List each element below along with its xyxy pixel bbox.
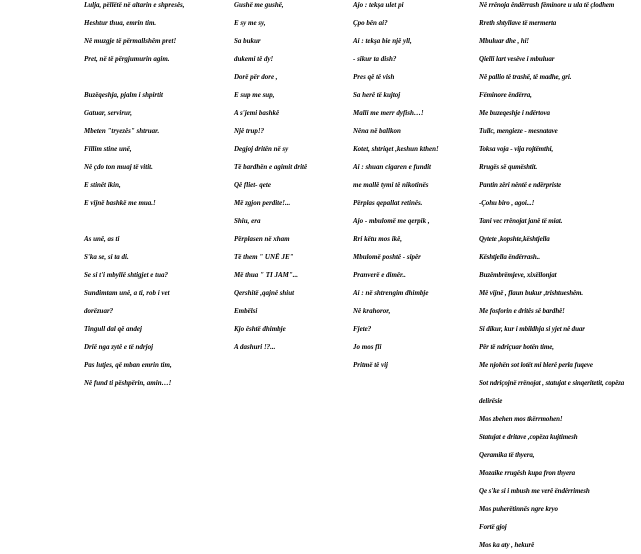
poem-line: delirësie — [479, 397, 503, 405]
poem-line: Qershitë ,qajnë shiut — [234, 289, 295, 297]
poem-line: Mos ka aty , hekurë — [479, 541, 535, 549]
poem-line: - sikur ta dish? — [353, 55, 397, 63]
poem-line: Ai : në shtrengim dhimbje — [353, 289, 429, 297]
poem-line: Fjete? — [353, 325, 372, 333]
poem-line: Rreth shtyllave të mermerta — [479, 19, 557, 27]
poem-line: Më zgjon perdite!... — [234, 199, 291, 207]
poem-line: Çpo bën ai? — [353, 19, 388, 27]
poem-line: Që fliet- qete — [234, 181, 271, 189]
poem-line: Pritmë të vij — [353, 361, 388, 369]
poem-line: Në pallio të trashë, të madhe, gri. — [479, 73, 572, 81]
poem-line: Një trup!? — [234, 127, 265, 135]
poem-line: E stinët ikin, — [84, 181, 121, 189]
poem-line: Më vijnë , flaun bukur ,trishtueshëm. — [479, 289, 584, 297]
poem-line: Statujat e dritave ,copëza kujtimesh — [479, 433, 578, 441]
poem-line: Me njohën sot lotët mi blerë perla fuqeve — [479, 361, 593, 369]
poem-line: Në krahoror, — [353, 307, 391, 315]
poem-line: Pranverë e dimër.. — [353, 271, 406, 279]
poem-line: Toksa voja - vija rojtëmthi, — [479, 145, 554, 153]
poem-line: Ai : tekşa bie një yll, — [353, 37, 412, 45]
poem-line: Gatuar, servirur, — [84, 109, 133, 117]
poem-line: Me fosforin e dritës së bardhë! — [479, 307, 565, 315]
poem-line: Të bardhën e agimit dritë — [234, 163, 308, 171]
poem-line: Qytete ,kopshte,kështjella — [479, 235, 550, 243]
poem-line: Ajo : tekşa ulet pi — [353, 1, 404, 9]
poem-line: A s'jemi bashkë — [234, 109, 280, 117]
poem-line: Sa herë të kujtoj — [353, 91, 401, 99]
poem-line: dorëzuar? — [84, 307, 114, 315]
poem-line: Mozaike rrugësh kupa fron thyera — [479, 469, 575, 477]
poem-line: Ai : shuan cigaren e fundit — [353, 163, 431, 171]
poem-column-1 — [84, 0, 224, 392]
poem-line: Me buzeqeshje i ndërtova — [479, 109, 550, 117]
poem-line: Qe s'ke si i mbush me verë ëndërrimesh — [479, 487, 590, 495]
poem-line: Pantin zëri nëntë e ndërpriste — [479, 181, 562, 189]
poem-line: Buzëqeshja, pjalm i shpirtit — [84, 91, 163, 99]
poem-line: Se si t'i mbyllë shtigjet e tua? — [84, 271, 168, 279]
poem-line: Sa bukur — [234, 37, 261, 45]
poem-line: Më thua " TI JAM"... — [234, 271, 298, 279]
poem-line: -Çohu biro , agoi...! — [479, 199, 535, 207]
poem-line: Kotet, shtriqet ,keshun kthen! — [353, 145, 439, 153]
poem-column-3 — [353, 0, 471, 374]
poem-line: Në rrënoja ëndërrash fëminore u ula të çlodhem — [479, 1, 615, 9]
poem-line: E sy me sy, — [234, 19, 266, 27]
poem-line: Përplasen në xham — [234, 235, 290, 243]
poem-line: Buzëmbrëmjeve, xixëllonjat — [479, 271, 557, 279]
poem-line: Rri këtu mos ikë, — [353, 235, 403, 243]
poem-line: Për të ndriçuar botën time, — [479, 343, 554, 351]
poem-line: Tingull dal që andej — [84, 325, 142, 333]
poem-line: Ajo - mbulomë me qerpik , — [353, 217, 430, 225]
poem-line: Sundimtam unë, a ti, rob i vet — [84, 289, 170, 297]
poem-line: dukemi të dy! — [234, 55, 274, 63]
poem-line: Qeramika të thyera, — [479, 451, 535, 459]
poem-line: Kështjella ëndërrash.. — [479, 253, 541, 261]
poem-line: Jo mos fli — [353, 343, 382, 351]
poem-line: Fortë gjoj — [479, 523, 507, 531]
poem-line: Shiu, era — [234, 217, 261, 225]
poem-line: Lulja, pëllëtë në altarin e shpresës, — [84, 1, 185, 9]
poem-line: Mbeten "tryezës" shtruar. — [84, 127, 160, 135]
poem-line: Mbulomë poshtë - sipër — [353, 253, 421, 261]
poem-line: Rrugës së qumështit. — [479, 163, 538, 171]
poem-line: me mallë tymi të nikotinës — [353, 181, 429, 189]
poem-line: Fillim stine unë, — [84, 145, 132, 153]
poem-line: Embëlsi — [234, 307, 258, 315]
poem-line: Pret, në të përgjumurin agim. — [84, 55, 170, 63]
poem-line: Degjoj dritën në sy — [234, 145, 289, 153]
poem-line: Tani vec rrënojat janë të miat. — [479, 217, 563, 225]
poem-line: Kjo është dhimbje — [234, 325, 286, 333]
poem-line: E sup me sup, — [234, 91, 275, 99]
poem-line: Mos puherëtinnës ngre kryo — [479, 505, 558, 513]
poem-line: Mbuluar dhe , hi! — [479, 37, 530, 45]
poem-column-4 — [479, 0, 639, 554]
poem-line: Pres që të vish — [353, 73, 395, 81]
poem-line: Heshtur thua, emrin tim. — [84, 19, 157, 27]
poem-line: Drië nga zytë e të ndrjoj — [84, 343, 154, 351]
poem-line: Tullc, mengieze - mesnatave — [479, 127, 558, 135]
poem-line: Përplas qepallat retinës. — [353, 199, 423, 207]
poem-line — [84, 212, 224, 230]
poem-line: Të them " UNË JE" — [234, 253, 294, 261]
poem-line: Mos zbehen mos tkërrmohen! — [479, 415, 563, 423]
poem-line: E vijnë bashkë me mua.! — [84, 199, 156, 207]
poem-line: Nëna në ballkon — [353, 127, 401, 135]
poem-line: S'ka se, si ta di. — [84, 253, 129, 261]
poem-line: Në çdo ton muaj të vitit. — [84, 163, 153, 171]
poem-line — [84, 68, 224, 86]
poem-line: Malli me merr dyfish…! — [353, 109, 424, 117]
poem-line: Në fund ti pëshpërin, amin…! — [84, 379, 172, 387]
poem-line: Qielli lart vesëve i mbuluar — [479, 55, 555, 63]
poem-line: Pas lutjes, që mban emrin tim, — [84, 361, 172, 369]
poem-line: Si dikur, kur i mbildhja si yjet në duar — [479, 325, 585, 333]
poem-line: Sot ndriçojnë rrënojat , statujat e sinqeritetit, copëza — [479, 379, 625, 387]
poem-line: A dashuri !?... — [234, 343, 276, 351]
poem-line: Gushë me gushë, — [234, 1, 284, 9]
poem-line: Në muzgje të përmallshëm pret! — [84, 37, 177, 45]
poem-line: Fëminore ëndërra, — [479, 91, 532, 99]
poem-line: Dorë për dore , — [234, 73, 278, 81]
poem-line: As unë, as ti — [84, 235, 120, 243]
poem-column-2 — [234, 0, 346, 356]
